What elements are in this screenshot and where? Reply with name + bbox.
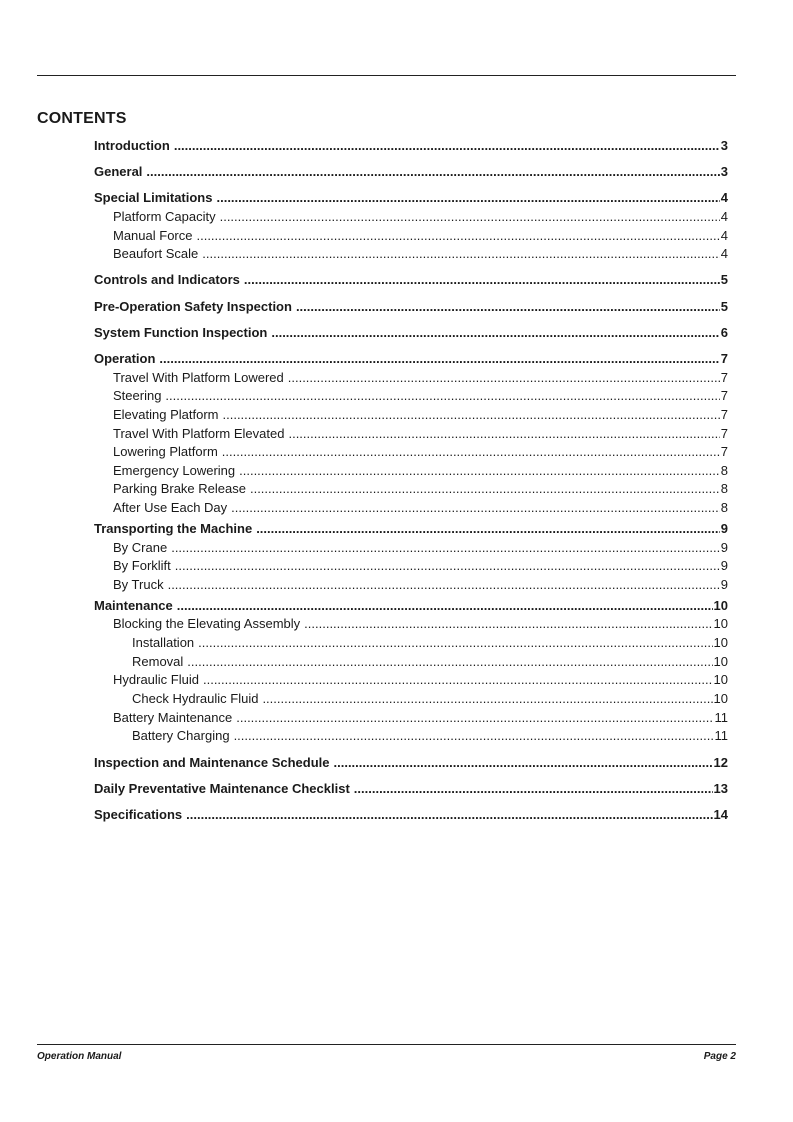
toc-entry-label: Transporting the Machine — [94, 521, 253, 536]
toc-entry[interactable] — [94, 807, 728, 825]
toc-entry[interactable] — [113, 710, 728, 728]
toc-entry-page: 10 — [713, 691, 728, 706]
toc-entry[interactable] — [94, 272, 728, 290]
toc-entry-label: Travel With Platform Lowered — [113, 370, 284, 385]
toc-entry-label: Lowering Platform — [113, 444, 218, 459]
toc-dot-leader — [165, 388, 719, 403]
toc-entry[interactable] — [94, 755, 728, 773]
toc-entry[interactable] — [94, 325, 728, 343]
toc-dot-leader — [171, 540, 720, 555]
toc-dot-leader — [236, 710, 713, 725]
toc-entry-page: 13 — [713, 781, 728, 796]
toc-entry-page: 3 — [720, 164, 728, 179]
toc-entry-page: 10 — [713, 672, 728, 687]
toc-entry-label: Removal — [132, 654, 184, 669]
toc-dot-leader — [304, 616, 712, 631]
toc-entry-page: 9 — [720, 540, 728, 555]
toc-dot-leader — [216, 190, 719, 205]
toc-dot-leader — [146, 164, 719, 179]
toc-dot-leader — [174, 138, 720, 153]
toc-dot-leader — [354, 781, 713, 796]
footer-rule — [37, 1044, 736, 1045]
toc-entry-label: Parking Brake Release — [113, 481, 246, 496]
toc-entry-label: Check Hydraulic Fluid — [132, 691, 259, 706]
toc-entry[interactable] — [113, 577, 728, 595]
footer-manual-title: Operation Manual — [37, 1051, 122, 1062]
toc-dot-leader — [271, 325, 719, 340]
toc-entry[interactable] — [94, 190, 728, 208]
toc-entry-page: 4 — [720, 228, 728, 243]
toc-dot-leader — [187, 654, 712, 669]
toc-dot-leader — [234, 728, 714, 743]
toc-dot-leader — [244, 272, 720, 287]
toc-dot-leader — [250, 481, 720, 496]
toc-entry[interactable] — [113, 370, 728, 388]
toc-entry-label: Battery Charging — [132, 728, 230, 743]
toc-entry-label: Pre-Operation Safety Inspection — [94, 299, 292, 314]
toc-entry-page: 10 — [713, 616, 728, 631]
toc-entry-page: 9 — [720, 521, 728, 536]
toc-entry[interactable] — [113, 616, 728, 634]
toc-entry-label: Platform Capacity — [113, 209, 216, 224]
toc-entry-page: 14 — [713, 807, 728, 822]
toc-entry-page: 7 — [720, 407, 728, 422]
toc-dot-leader — [186, 807, 712, 822]
toc-entry[interactable] — [113, 500, 728, 518]
toc-entry-label: Blocking the Elevating Assembly — [113, 616, 301, 631]
toc-entry-label: Beaufort Scale — [113, 246, 199, 261]
toc-entry-page: 7 — [720, 370, 728, 385]
toc-entry-page: 10 — [713, 635, 728, 650]
toc-entry[interactable] — [94, 164, 728, 182]
toc-entry-page: 10 — [713, 598, 728, 613]
toc-dot-leader — [159, 351, 719, 366]
toc-dot-leader — [296, 299, 720, 314]
toc-entry[interactable] — [132, 654, 728, 672]
toc-entry[interactable] — [94, 351, 728, 369]
toc-entry-label: By Truck — [113, 577, 164, 592]
toc-entry-page: 5 — [720, 272, 728, 287]
toc-entry-page: 4 — [720, 209, 728, 224]
toc-entry-page: 7 — [720, 426, 728, 441]
toc-dot-leader — [262, 691, 712, 706]
toc-entry-label: By Forklift — [113, 558, 171, 573]
toc-entry[interactable] — [113, 388, 728, 406]
toc-entry-page: 8 — [720, 463, 728, 478]
toc-entry-label: Maintenance — [94, 598, 173, 613]
toc-dot-leader — [256, 521, 720, 536]
toc-entry[interactable] — [94, 138, 728, 156]
toc-dot-leader — [168, 577, 720, 592]
toc-entry[interactable] — [132, 728, 728, 746]
toc-entry-page: 5 — [720, 299, 728, 314]
toc-entry-label: By Crane — [113, 540, 168, 555]
toc-entry-page: 6 — [720, 325, 728, 340]
toc-entry[interactable] — [94, 781, 728, 799]
toc-entry-label: Inspection and Maintenance Schedule — [94, 755, 330, 770]
toc-entry-label: Hydraulic Fluid — [113, 672, 199, 687]
toc-entry-label: Introduction — [94, 138, 170, 153]
toc-dot-leader — [334, 755, 713, 770]
toc-dot-leader — [196, 228, 719, 243]
toc-entry-page: 10 — [713, 654, 728, 669]
toc-dot-leader — [223, 407, 720, 422]
toc-entry[interactable] — [113, 246, 728, 264]
toc-entry-label: Elevating Platform — [113, 407, 219, 422]
toc-entry[interactable] — [113, 209, 728, 227]
toc-entry[interactable] — [113, 540, 728, 558]
toc-entry[interactable] — [132, 635, 728, 653]
toc-entry-label: Special Limitations — [94, 190, 213, 205]
toc-dot-leader — [202, 246, 719, 261]
toc-entry[interactable] — [113, 558, 728, 576]
toc-entry[interactable] — [113, 407, 728, 425]
toc-entry-page: 8 — [720, 500, 728, 515]
toc-entry[interactable] — [113, 426, 728, 444]
toc-entry-page: 4 — [720, 246, 728, 261]
toc-dot-leader — [203, 672, 713, 687]
toc-entry[interactable] — [94, 521, 728, 539]
toc-entry-page: 9 — [720, 577, 728, 592]
toc-entry-page: 7 — [720, 444, 728, 459]
toc-entry-page: 8 — [720, 481, 728, 496]
toc-entry-label: Battery Maintenance — [113, 710, 233, 725]
toc-dot-leader — [239, 463, 720, 478]
toc-entry-label: General — [94, 164, 143, 179]
toc-entry-page: 12 — [713, 755, 728, 770]
toc-entry-page: 11 — [714, 710, 728, 725]
page-title: CONTENTS — [37, 110, 127, 127]
toc-entry-page: 4 — [720, 190, 728, 205]
toc-dot-leader — [177, 598, 713, 613]
toc-entry-label: Controls and Indicators — [94, 272, 240, 287]
toc-dot-leader — [231, 500, 720, 515]
toc-dot-leader — [288, 426, 719, 441]
toc-entry-page: 9 — [720, 558, 728, 573]
header-rule — [37, 75, 736, 76]
toc-entry[interactable] — [113, 672, 728, 690]
toc-entry-label: Steering — [113, 388, 162, 403]
toc-entry-page: 7 — [720, 351, 728, 366]
toc-entry-label: Specifications — [94, 807, 183, 822]
toc-entry-label: System Function Inspection — [94, 325, 268, 340]
toc-dot-leader — [288, 370, 720, 385]
toc-dot-leader — [220, 209, 720, 224]
toc-entry-label: Emergency Lowering — [113, 463, 236, 478]
toc-entry[interactable] — [113, 463, 728, 481]
toc-entry[interactable] — [132, 691, 728, 709]
toc-entry[interactable] — [113, 444, 728, 462]
toc-entry[interactable] — [94, 299, 728, 317]
toc-entry-page: 11 — [714, 728, 728, 743]
toc-entry[interactable] — [113, 481, 728, 499]
toc-entry-label: Daily Preventative Maintenance Checklist — [94, 781, 350, 796]
toc-dot-leader — [175, 558, 720, 573]
toc-entry-label: Operation — [94, 351, 156, 366]
toc-dot-leader — [222, 444, 720, 459]
footer-page-number: Page 2 — [703, 1051, 736, 1062]
toc-dot-leader — [198, 635, 712, 650]
toc-entry-page: 7 — [720, 388, 728, 403]
toc-entry-page: 3 — [720, 138, 728, 153]
toc-entry[interactable] — [94, 598, 728, 616]
toc-entry-label: Installation — [132, 635, 195, 650]
toc-entry-label: Manual Force — [113, 228, 193, 243]
toc-entry[interactable] — [113, 228, 728, 246]
toc-entry-label: Travel With Platform Elevated — [113, 426, 285, 441]
toc-entry-label: After Use Each Day — [113, 500, 228, 515]
